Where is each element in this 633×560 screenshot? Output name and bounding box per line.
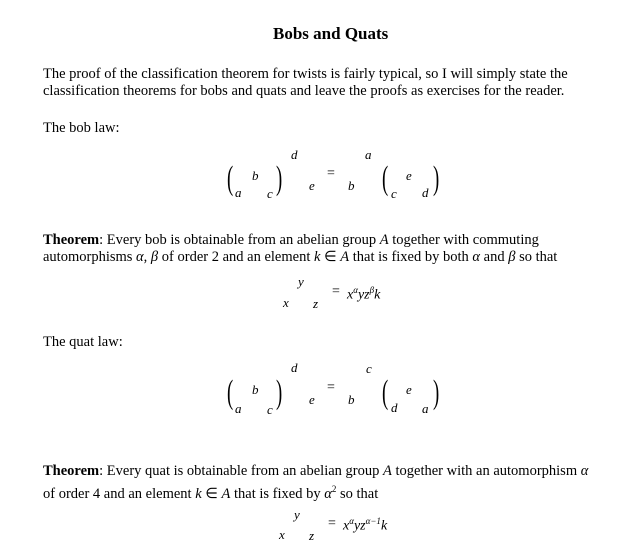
bob-rhs-left: b xyxy=(348,178,355,193)
theorem2-label: Theorem xyxy=(43,463,100,479)
intro-line-1: The proof of the classification theorem for twists is fairly typical, so I will simply state the xyxy=(43,66,568,82)
theorem1-line-1: Theorem: Every bob is obtainable from an abelian group A together with commuting xyxy=(43,232,539,248)
bob-lhs-close-paren: ) xyxy=(276,160,283,197)
intro-line-2: classification theorems for bobs and quats and leave the proofs as exercises for the reader. xyxy=(43,83,565,99)
bob-rhs-top: a xyxy=(365,147,372,162)
bob-lhs-left: a xyxy=(235,185,242,200)
bob-rhs-close-paren: ) xyxy=(433,160,440,197)
bob-rhs-inner-left: c xyxy=(391,186,397,201)
bob-lhs-top: d xyxy=(291,147,298,162)
theorem2-line-1: Theorem: Every quat is obtainable from an abelian group A together with an automorphism α xyxy=(43,463,589,479)
theorem1-line-2: automorphisms α, β of order 2 and an element k ∈ A that is fixed by both α and β so that xyxy=(43,249,558,265)
bob-equals: = xyxy=(327,166,335,181)
bob-lhs-mid: b xyxy=(252,168,259,183)
bob-rhs-open-paren: ( xyxy=(382,160,389,197)
quat-law-label: The quat law: xyxy=(43,334,123,350)
bob-law-label: The bob law: xyxy=(43,120,120,136)
page-title: Bobs and Quats xyxy=(273,24,389,43)
bob-rhs-inner-top: e xyxy=(406,168,412,183)
bob-rhs-inner-right: d xyxy=(422,185,429,200)
theorem2-line-2: of order 4 and an element k ∈ A that is fixed by $\alpha^2$ so that xyxy=(43,484,379,502)
bob-lhs-right: c xyxy=(267,186,273,201)
theorem1-label: Theorem xyxy=(43,232,100,248)
bob-lhs-open-paren: ( xyxy=(227,160,234,197)
bob-lhs-sub: e xyxy=(309,178,315,193)
